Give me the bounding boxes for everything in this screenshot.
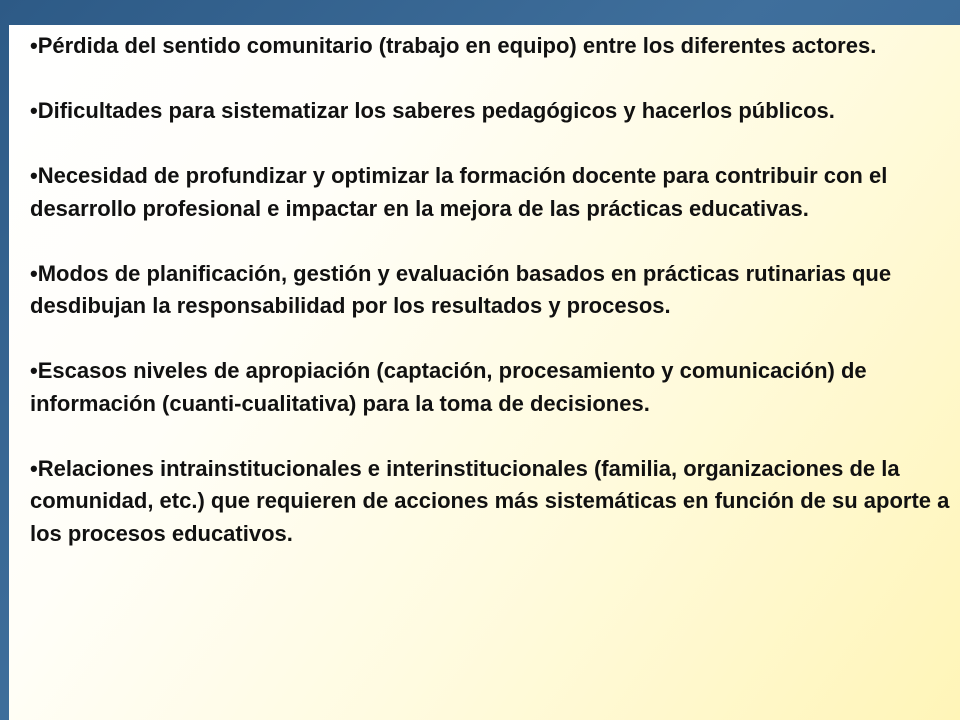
bullet-text: Necesidad de profundizar y optimizar la formación docente para contribuir con el desarrollo profesional e impactar en la mejora de las prácticas educativas. xyxy=(30,163,888,221)
bullet-item xyxy=(30,95,950,128)
bullet-marker: • xyxy=(30,358,38,383)
bullet-marker: • xyxy=(30,33,38,58)
bullet-marker: • xyxy=(30,98,38,123)
bullet-item xyxy=(30,258,950,323)
bullet-text: Modos de planificación, gestión y evaluación basados en prácticas rutinarias que desdibujan la responsabilidad por los resultados y procesos. xyxy=(30,260,892,318)
bullet-item xyxy=(30,453,950,551)
bullet-text: Pérdida del sentido comunitario (trabajo en equipo) entre los diferentes actores. xyxy=(37,33,877,58)
bullet-marker: • xyxy=(30,163,38,188)
bullet-text: Escasos niveles de apropiación (captación, procesamiento y comunicación) de información (cuanti-cualitativa) para la toma de decisiones. xyxy=(30,358,867,416)
bullet-marker: • xyxy=(30,455,38,481)
bullet-text: Dificultades para sistematizar los saberes pedagógicos y hacerlos públicos. xyxy=(37,98,835,123)
bullet-marker: • xyxy=(30,260,38,286)
bullet-item xyxy=(30,355,950,420)
content-panel xyxy=(9,25,960,720)
bullet-text: Relaciones intrainstitucionales e interinstitucionales (familia, organizaciones de la comunidad, etc.) que requieren de acciones más sistemáticas en función de su aporte a los procesos educativos. xyxy=(30,455,950,546)
bullet-item xyxy=(30,160,950,225)
bullet-list xyxy=(30,30,950,550)
bullet-item xyxy=(30,30,950,63)
